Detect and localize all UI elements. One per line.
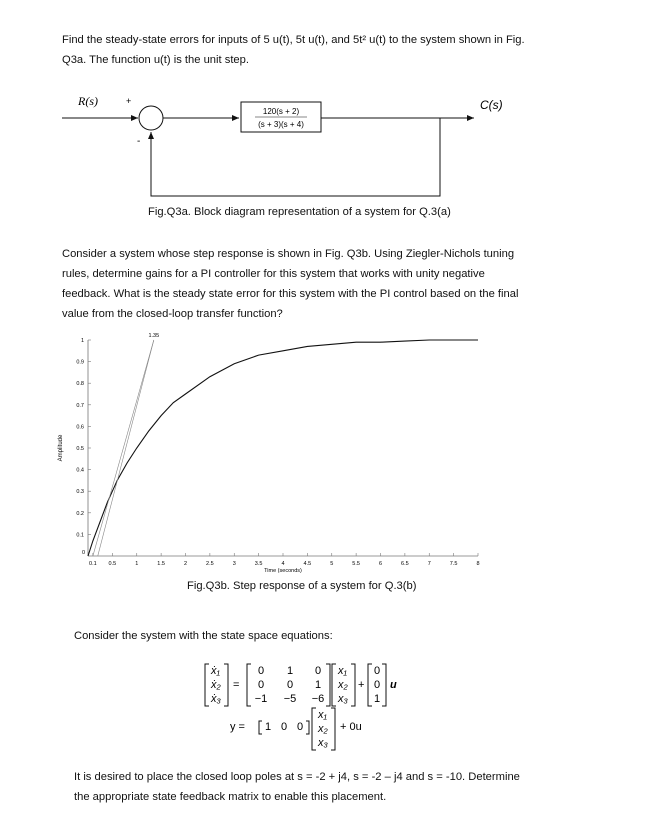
fig-q3a-caption: Fig.Q3a. Block diagram representation of a system for Q.3(a): [148, 206, 451, 218]
tangent-annotation: 1.35: [148, 333, 160, 339]
x-tick-label: 5.5: [352, 561, 360, 567]
x-tick-label: 0.5: [108, 561, 117, 567]
bracket: [331, 708, 335, 750]
x-tick-label: 0.1: [89, 561, 97, 567]
q3b-line-3: feedback. What is the steady state error for this system with the PI control based on the final: [62, 288, 519, 300]
x-tick-label: 6: [378, 561, 383, 567]
x-tick-label: 3: [232, 561, 236, 567]
c-1: 1: [265, 721, 272, 733]
tangent-line: [98, 340, 154, 556]
equals-sign: =: [233, 679, 240, 691]
output-tail: + 0u: [340, 721, 362, 733]
plus-sign: +: [358, 679, 365, 691]
bracket: [332, 664, 336, 706]
output-lhs: y =: [230, 721, 245, 733]
xdot-3: ẋ₃: [211, 693, 221, 705]
input-u: u: [390, 679, 397, 691]
x-tick-label: 5: [330, 561, 334, 567]
step-response-chart: [0, 330, 662, 575]
y-tick-label: 0.4: [76, 467, 84, 474]
x-tick-label: 8: [476, 561, 480, 567]
block-diagram: [0, 88, 662, 208]
y-x-2: x₂: [318, 723, 328, 735]
y-x-1: x₁: [318, 709, 327, 721]
x-tick-label: 1: [135, 561, 139, 567]
bracket: [306, 721, 309, 734]
y-tick-label: 0.3: [76, 489, 84, 496]
x-tick-label: 7.5: [449, 561, 458, 567]
y-tick-label: 0.9: [76, 359, 84, 366]
q3c-intro: Consider the system with the state space equations:: [74, 630, 333, 642]
summing-junction: [139, 106, 163, 130]
q3a-text: [62, 30, 525, 70]
xdot-2: ẋ₂: [211, 679, 221, 691]
bracket: [326, 664, 330, 706]
c-2: 0: [281, 721, 288, 733]
a-22: 0: [286, 679, 294, 691]
bracket: [368, 664, 372, 706]
y-tick-label: 0.6: [76, 424, 84, 431]
bracket: [205, 664, 209, 706]
q3c-text: [74, 767, 520, 807]
x-tick-label: 4.5: [303, 561, 312, 567]
b-1: 0: [373, 665, 381, 677]
q3b-text: [62, 244, 518, 324]
y-x-3: x₃: [318, 737, 328, 749]
bracket: [247, 664, 251, 706]
x-tick-label: 2: [183, 561, 188, 567]
a-23: 1: [314, 679, 322, 691]
a-21: 0: [257, 679, 265, 691]
tf-numerator: 120(s + 2): [262, 107, 300, 116]
c-3: 0: [297, 721, 304, 733]
q3c-line-2: the appropriate state feedback matrix to enable this placement.: [74, 791, 387, 803]
plus-sign: +: [126, 96, 132, 106]
y-tick-label: 0.8: [76, 381, 84, 388]
y-tick-label: 0.7: [76, 402, 84, 409]
bracket: [351, 664, 355, 706]
a-31: −1: [254, 693, 268, 705]
tf-denominator: (s + 3)(s + 4): [258, 120, 304, 129]
bracket: [224, 664, 228, 706]
x-tick-label: 6.5: [401, 561, 409, 567]
step-response-line: [88, 340, 478, 556]
y-axis-label: Amplitude: [58, 434, 64, 462]
q3a-line-1: Find the steady-state errors for inputs of 5 u(t), 5t u(t), and 5t² u(t) to the system shown in Fig.: [62, 34, 525, 46]
a-32: −5: [283, 693, 297, 705]
q3b-line-4: value from the closed-loop transfer function?: [62, 308, 283, 320]
x-tick-label: 2.5: [206, 561, 214, 567]
output-label: C(s): [480, 98, 503, 112]
xdot-1: ẋ₁: [211, 665, 220, 677]
x-1: x₁: [338, 665, 347, 677]
x-tick-label: 4: [281, 561, 285, 567]
minus-sign: -: [137, 136, 141, 147]
q3c-line-1: It is desired to place the closed loop poles at s = -2 + j4, s = -2 – j4 and s = -10. Determine: [74, 771, 520, 783]
q3a-line-2: Q3a. The function u(t) is the unit step.: [62, 54, 249, 66]
a-11: 0: [257, 665, 265, 677]
x-tick-label: 7: [427, 561, 431, 567]
bracket: [312, 708, 316, 750]
x-tick-label: 1.5: [157, 561, 165, 567]
a-33: −6: [311, 693, 325, 705]
y-tick-label: 0.1: [76, 532, 84, 539]
y-tick-label: 0.2: [76, 510, 84, 517]
a-13: 0: [314, 665, 322, 677]
q3b-line-2: rules, determine gains for a PI controller for this system that works with unity negative: [62, 268, 485, 280]
y-tick-label: 0: [81, 550, 85, 556]
b-3: 1: [373, 693, 381, 705]
input-label: R(s): [78, 94, 98, 108]
bracket: [382, 664, 386, 706]
b-2: 0: [373, 679, 381, 691]
x-3: x₃: [338, 693, 348, 705]
tangent-line: [93, 340, 154, 556]
bracket: [259, 721, 262, 734]
q3b-line-1: Consider a system whose step response is shown in Fig. Q3b. Using Ziegler-Nichols tuning: [62, 248, 515, 260]
x-tick-label: 3.5: [254, 561, 263, 567]
x-axis-label: Time (seconds): [264, 568, 302, 574]
state-space-equations: [0, 658, 662, 758]
fig-q3b-caption: Fig.Q3b. Step response of a system for Q.3(b): [187, 580, 417, 592]
x-2: x₂: [338, 679, 348, 691]
y-tick-label: 1: [80, 338, 84, 344]
y-tick-label: 0.5: [76, 446, 84, 452]
a-12: 1: [286, 665, 294, 677]
